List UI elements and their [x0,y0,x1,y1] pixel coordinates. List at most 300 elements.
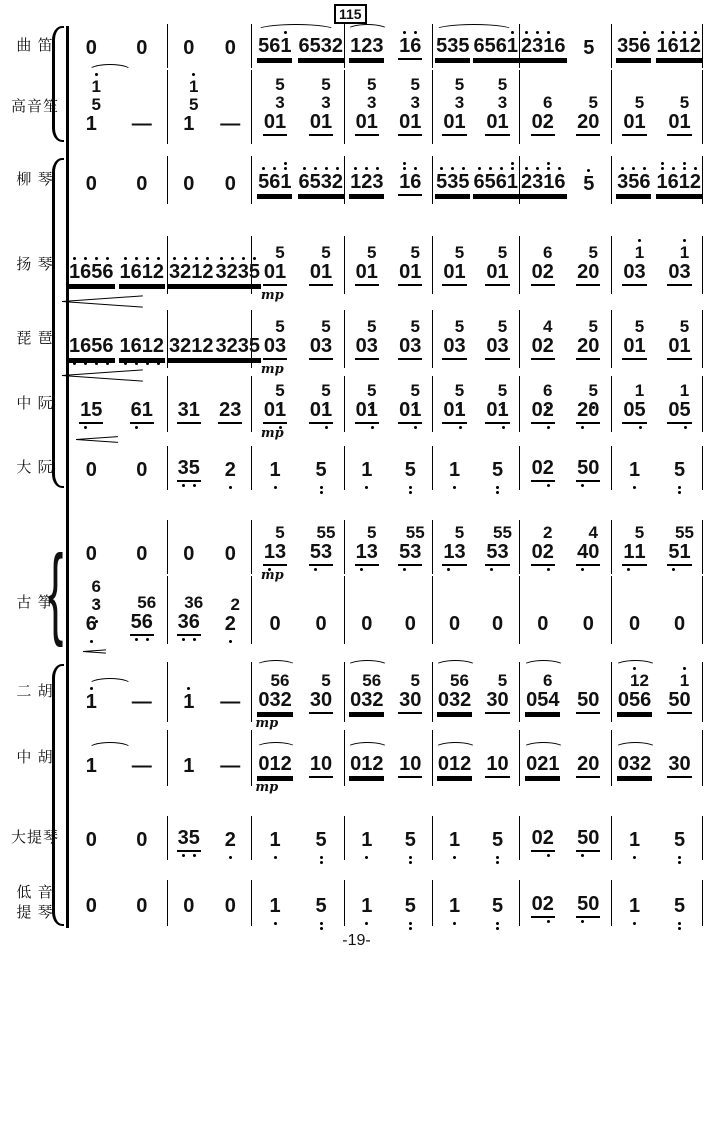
note-group [130,400,154,424]
chord-note-above [411,382,420,400]
beat-cell [433,236,476,294]
note-digit: 0 [531,261,543,283]
beat-cell [612,520,657,574]
note-stack [448,614,461,636]
octave-dot-above [661,162,664,165]
measure [168,70,252,144]
note-digit: 5 [668,689,680,711]
note-digit: 1 [679,111,691,133]
note-digit: 0 [491,613,504,635]
note-stack [260,381,287,441]
note-digit: 0 [668,399,680,421]
beat-cell [476,376,519,432]
beat-cell [476,70,519,144]
beat-cell [168,880,210,926]
note-stack [656,172,703,196]
chord-note-above [321,76,330,94]
octave-dot-below [325,426,328,429]
note-stack [404,614,417,636]
note-digit: 3 [454,335,466,357]
note-group [257,36,292,60]
note-digit: 2 [180,262,191,282]
note-group [576,458,600,482]
note-group [119,336,166,360]
note-digit: 5 [410,243,420,263]
instrument-label [4,662,66,722]
note-digit: 6 [102,336,113,356]
note-digit: 2 [543,523,553,543]
measure [345,520,433,574]
octave-dot-below [124,362,127,365]
note-group [85,114,98,136]
octave-dot-below [678,856,681,859]
note-digit: 3 [617,35,629,57]
note-group [531,828,555,852]
note-stack [673,830,686,852]
note-digit: 0 [437,689,449,711]
octave-dot-below [581,568,584,571]
beat-cell [345,730,389,786]
note-digit: 5 [315,830,326,850]
note-digit: 6 [495,35,507,57]
measure [168,310,260,368]
beat-cell [389,446,433,490]
beat-cell [389,880,433,926]
note-stack [576,94,600,136]
note-digit: 3 [184,593,194,613]
octave-dot-below [146,362,149,365]
chord-note-above [498,94,507,112]
octave-dot-above [525,167,528,170]
octave-dot-above [440,167,443,170]
beat-cell [566,662,612,722]
note-stack [667,244,691,286]
note-digit: 1 [497,261,509,283]
measure [66,24,168,68]
note-group [404,460,417,482]
note-group [257,172,292,196]
measure [252,446,345,490]
octave-dot-below [633,856,636,859]
measure [433,576,520,644]
octave-dot-above [184,257,187,260]
note-group [360,460,373,482]
note-digit: 0 [309,111,321,133]
note-digit: 5 [484,35,496,57]
note-stack [309,523,336,566]
octave-dot-above [284,162,287,165]
beat-cell [252,880,298,926]
note-digit: 6 [371,671,382,691]
note-digit: 5 [321,243,331,263]
beat-cell [612,24,656,68]
chord-note-above [275,524,284,542]
note-digit: 3 [238,262,249,282]
measure [433,376,520,432]
note-digit: 1 [399,36,410,56]
beat-cell [476,730,519,786]
instrument-label-line: 柳 琴 [16,170,54,188]
note-stack [224,38,237,60]
note-digit: 1 [269,896,280,916]
note-digit: 5 [454,523,465,543]
note-digit: 0 [263,335,275,357]
note-stack [628,614,641,636]
note-digit: 0 [531,457,543,479]
note-digit: 2 [543,828,554,848]
note-stack [656,36,703,60]
octave-dot-above [633,667,636,670]
note-digit: 5 [680,400,691,420]
beat-cell [66,730,117,786]
beat-cell [210,376,252,432]
note-group [224,460,237,482]
octave-dot-below [447,568,450,571]
octave-dot-below [274,922,277,925]
note-group [667,336,691,360]
note-group [219,692,241,714]
note-digit: 0 [673,613,686,635]
chord-note-above [406,524,425,542]
octave-dot-below [409,486,412,489]
octave-dot-above [587,169,590,172]
octave-dot-below [320,856,323,859]
chord-note-above [543,244,552,262]
measure [612,880,703,926]
note-stack [215,262,262,286]
measure [345,376,433,432]
beat-cell [566,816,612,860]
note-digit: 6 [474,172,485,192]
measure [345,310,433,368]
octave-dot-below [365,922,368,925]
note-group [448,896,461,918]
beat-cell [66,70,117,144]
measure [520,236,612,294]
note-group [298,36,345,60]
note-digit: 5 [411,382,420,400]
note-digit: 0 [531,541,543,563]
note-digit: 0 [537,613,549,635]
note-stack [309,382,333,424]
note-stack [442,318,466,360]
note-group [224,896,237,918]
octave-dot-below [581,920,584,923]
note-digit: 6 [459,671,469,691]
note-stack [531,894,555,918]
note-digit: 5 [91,262,102,282]
note-digit: 0 [588,689,600,711]
beat-cell [298,576,344,644]
note-digit: 0 [136,829,148,851]
chord-note-above [498,244,507,262]
note-group [435,36,470,60]
measure [66,880,168,926]
note-stack [218,400,242,424]
note-stack [355,318,379,360]
beat-cell [66,156,117,204]
note-stack [182,692,195,714]
note-digit: 1 [275,261,287,283]
octave-dot-below [678,927,681,930]
measure [252,376,345,441]
note-stack [491,614,504,636]
note-stack [437,754,472,778]
note-digit: 1 [448,753,461,775]
note-digit: 0 [404,613,416,635]
note-stack [257,172,292,196]
note-digit: 1 [498,400,509,420]
dynamic-mark: mp [260,362,284,377]
note-digit: 5 [634,317,645,337]
measure [520,880,612,926]
octave-dot-below [320,927,323,930]
octave-dot-below [453,486,456,489]
measure [612,376,703,432]
note-group [398,542,422,566]
note-digit: 6 [640,689,652,711]
note-digit: 2 [640,753,652,775]
instrument-row [4,446,703,490]
note-digit: 0 [183,543,195,565]
octave-dot-below [365,856,368,859]
note-digit: 5 [588,93,598,113]
note-stack [622,318,646,360]
beat-cell [433,520,476,574]
note-digit: 5 [674,896,685,916]
note-stack [622,524,646,566]
note-digit: 5 [455,382,464,400]
note-stack [617,672,652,714]
octave-dot-below [409,927,412,930]
measure [612,446,703,490]
note-stack [576,318,600,360]
beat-cell [433,376,476,432]
beat-cell [476,520,519,574]
note-stack [398,36,422,60]
note-group [437,690,472,714]
note-group [85,614,98,636]
note-digit: 2 [372,753,384,775]
note-group [85,830,98,852]
note-digit: 1 [629,896,640,916]
measure [612,816,703,860]
measure [66,576,168,644]
note-digit: 0 [85,895,97,917]
note-group [398,336,422,360]
beat-cell [252,662,298,731]
note-group [398,36,422,60]
note-digit: 1 [410,111,422,133]
octave-dot-below [496,861,499,864]
beat-cell [345,24,389,68]
chord-note-above [589,318,598,336]
note-digit: 6 [142,612,153,632]
note-stack [485,318,509,360]
note-digit: 1 [183,113,195,135]
measure [520,446,612,490]
note-digit: 1 [183,755,195,777]
note-digit: 6 [131,262,142,282]
chord-note-above [498,76,507,94]
note-group [360,614,373,636]
note-digit: 1 [275,111,287,133]
note-digit: 2 [521,172,532,192]
note-digit: 0 [309,261,321,283]
note-stack [309,754,333,778]
octave-dot-above [220,257,223,260]
note-stack [617,754,652,778]
measure [433,816,520,860]
measures [66,24,703,68]
note-digit: 5 [628,172,639,192]
octave-dot-below [678,491,681,494]
beat-cell [520,520,566,574]
note-digit: 1 [635,244,644,262]
note-digit: 6 [146,593,157,613]
note-digit: 3 [486,689,498,711]
note-group [182,544,195,566]
beat-cell [117,880,168,926]
note-digit: 3 [628,753,641,775]
beat-cell [117,662,168,722]
note-digit: 3 [321,172,332,192]
note-digit: 2 [361,35,373,57]
note-group [448,614,461,636]
note-digit: 5 [577,689,589,711]
note-digit: 3 [617,172,628,192]
note-digit: 5 [497,317,508,337]
chord-note-above [543,318,552,336]
note-digit: 1 [410,261,422,283]
octave-dot-above [683,167,686,170]
note-digit: 0 [399,261,411,283]
note-group [182,896,195,918]
note-stack [673,614,686,636]
note-group [404,830,417,852]
note-digit: 1 [142,262,153,282]
measures [66,662,703,731]
note-digit: 1 [69,336,80,356]
note-digit: 5 [405,523,416,543]
note-digit: 1 [629,830,640,850]
note-digit: 1 [629,460,640,480]
note-stack [673,896,686,918]
note-stack [355,76,379,136]
note-stack [224,595,240,636]
octave-dot-above [558,167,561,170]
note-group [309,262,333,286]
note-stack [628,460,641,482]
measure [433,446,520,490]
note-group [85,174,98,196]
dynamic-mark: mp [260,426,284,441]
octave-dot-below [371,426,374,429]
octave-dot-above [365,167,368,170]
instrument-row [4,880,703,926]
note-digit: 2 [226,335,238,357]
note-group [536,614,549,636]
note-digit: 0 [443,399,455,421]
note-stack [268,460,281,482]
octave-dot-above [135,257,138,260]
measure [345,816,433,860]
note-digit: 1 [454,111,466,133]
beat-cell [66,376,117,432]
note-digit: 1 [679,172,690,192]
note-digit: 1 [455,400,466,420]
note-digit: 6 [280,671,290,691]
note-group [667,542,691,566]
instrument-label-line: 中 胡 [16,748,54,766]
note-stack [130,593,157,636]
note-stack [263,76,287,136]
chord-note-above [411,76,420,94]
octave-dot-above [451,167,454,170]
chord-note-above [275,94,284,112]
beat-cell [252,730,298,795]
note-digit: 3 [366,335,378,357]
note-digit: 3 [320,35,332,57]
note-digit: 0 [679,689,691,711]
note-digit: 5 [486,542,497,562]
note-group [576,754,600,778]
beat-cell [345,310,389,368]
note-group [168,262,215,286]
octave-dot-below [135,426,138,429]
octave-dot-below [84,426,87,429]
note-group [622,400,646,424]
note-digit: 1 [507,172,518,192]
note-digit: — [220,113,241,135]
beat-cell [657,446,702,490]
octave-dot-above [643,31,646,34]
note-digit: 0 [486,335,498,357]
instrument-label [4,70,66,144]
note-digit: 1 [142,336,153,356]
beat-cell [433,70,476,144]
note-stack [622,94,646,136]
note-digit: 5 [270,671,280,691]
note-digit: 3 [410,335,422,357]
note-group [182,692,195,714]
note-group [448,460,461,482]
note-stack [448,830,461,852]
note-stack [355,382,379,424]
note-stack [255,753,292,795]
note-digit: 1 [634,111,646,133]
beat-cell [520,70,566,144]
note-group [263,262,287,286]
note-digit: 0 [85,37,97,59]
instrument-label-line: 曲 笛 [16,36,54,54]
beat-cell [252,446,298,490]
note-digit: 6 [298,35,310,57]
note-digit: 0 [623,335,635,357]
note-group [314,460,327,482]
note-digit: 3 [497,335,509,357]
note-digit: 6 [668,36,679,56]
note-digit: 5 [450,671,460,691]
measure [168,520,252,574]
octave-dot-below [547,426,550,429]
note-group [404,614,417,636]
note-digit: 3 [410,93,420,113]
beat-cell [298,376,344,432]
note-digit: 0 [448,613,461,635]
beat-cell [210,24,252,68]
note-group [622,112,646,136]
